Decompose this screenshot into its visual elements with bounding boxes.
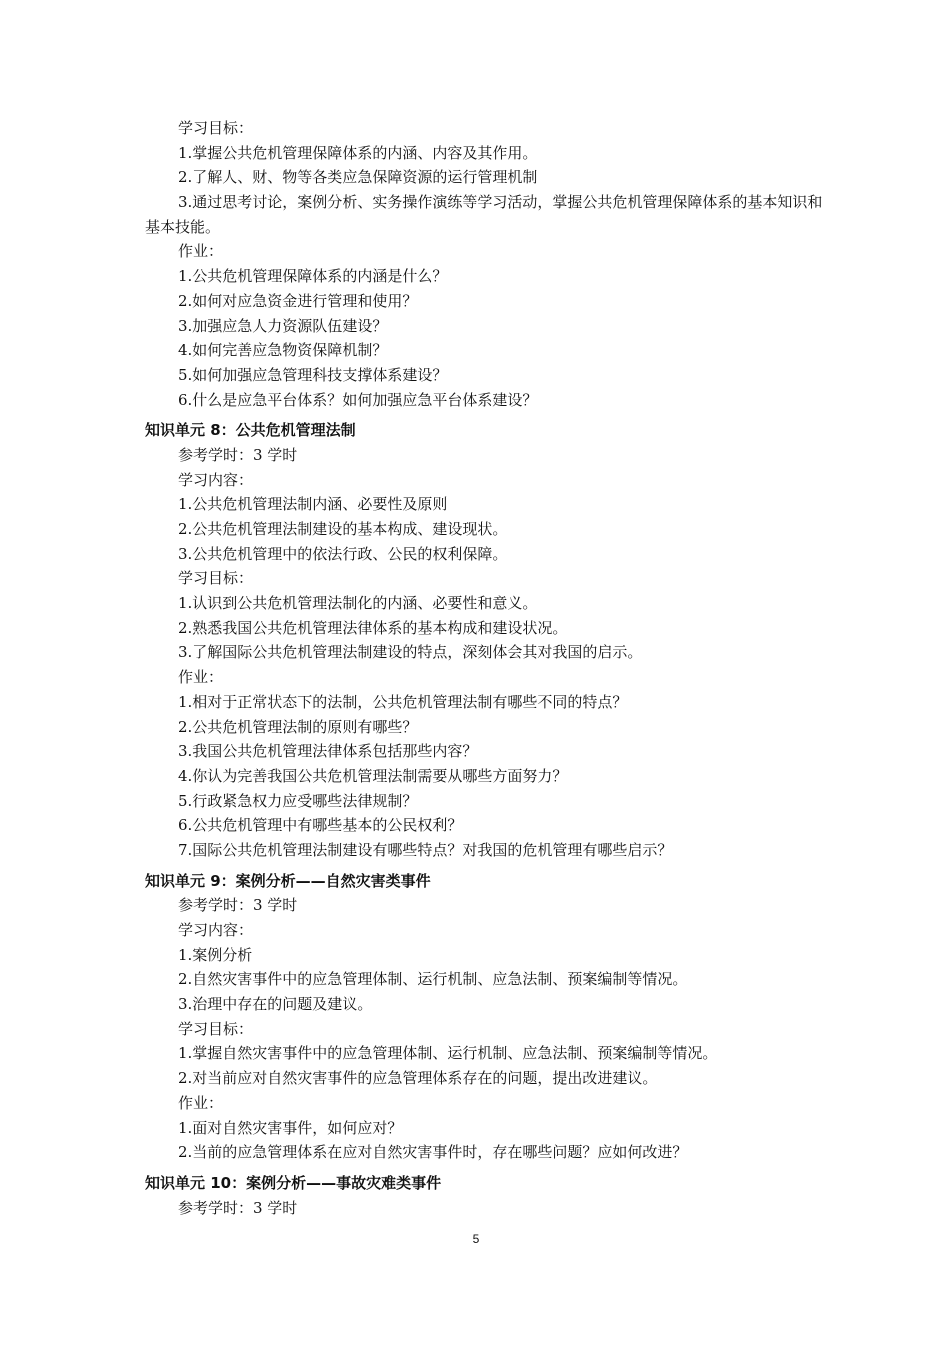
- objective-item: 2.熟悉我国公共危机管理法律体系的基本构成和建设状况。: [178, 618, 568, 637]
- objectives-label: 学习目标：: [178, 569, 254, 588]
- homework-item: 3.加强应急人力资源队伍建设？: [178, 316, 388, 335]
- reference-hours: 参考学时：3 学时: [178, 896, 298, 915]
- content-item: 1.案例分析: [178, 945, 253, 964]
- objective-item: 1.掌握自然灾害事件中的应急管理体制、运行机制、应急法制、预案编制等情况。: [178, 1044, 718, 1063]
- objectives-label: 学习目标：: [178, 1019, 254, 1038]
- unit-heading: 知识单元 9：案例分析——自然灾害类事件: [145, 871, 431, 890]
- homework-label: 作业：: [178, 242, 224, 261]
- content-item: 2.公共危机管理法制建设的基本构成、建设现状。: [178, 520, 508, 539]
- homework-item: 5.如何加强应急管理科技支撑体系建设？: [178, 365, 448, 384]
- homework-item: 1.相对于正常状态下的法制，公共危机管理法制有哪些不同的特点？: [178, 692, 628, 711]
- objective-item: 2.对当前应对自然灾害事件的应急管理体系存在的问题，提出改进建议。: [178, 1069, 658, 1088]
- homework-item: 7.国际公共危机管理法制建设有哪些特点？对我国的危机管理有哪些启示？: [178, 840, 673, 859]
- unit-heading: 知识单元 10：案例分析——事故灾难类事件: [145, 1173, 442, 1192]
- reference-hours: 参考学时：3 学时: [178, 1198, 298, 1217]
- homework-label: 作业：: [178, 1093, 224, 1112]
- page-content: [145, 116, 825, 1220]
- objective-item: 1.认识到公共危机管理法制化的内涵、必要性和意义。: [178, 594, 538, 613]
- objective-item: 3.了解国际公共危机管理法制建设的特点，深刻体会其对我国的启示。: [178, 643, 643, 662]
- objective-item: 3.通过思考讨论，案例分析、实务操作演练等学习活动，掌握公共危机管理保障体系的基本知识和基本技能。: [145, 193, 823, 236]
- homework-item: 2.当前的应急管理体系在应对自然灾害事件时，存在哪些问题？应如何改进？: [178, 1143, 688, 1162]
- homework-item: 1.面对自然灾害事件，如何应对？: [178, 1118, 403, 1137]
- reference-hours: 参考学时：3 学时: [178, 445, 298, 464]
- homework-item: 4.你认为完善我国公共危机管理法制需要从哪些方面努力？: [178, 766, 568, 785]
- homework-item: 6.什么是应急平台体系？如何加强应急平台体系建设？: [178, 390, 538, 409]
- homework-item: 3.我国公共危机管理法律体系包括那些内容？: [178, 742, 478, 761]
- content-item: 3.公共危机管理中的依法行政、公民的权利保障。: [178, 544, 508, 563]
- content-item: 2.自然灾害事件中的应急管理体制、运行机制、应急法制、预案编制等情况。: [178, 970, 688, 989]
- homework-item: 4.如何完善应急物资保障机制？: [178, 341, 388, 360]
- homework-item: 1.公共危机管理保障体系的内涵是什么？: [178, 267, 448, 286]
- content-label: 学习内容：: [178, 921, 254, 940]
- content-item: 1.公共危机管理法制内涵、必要性及原则: [178, 495, 448, 514]
- page-number: 5: [472, 1232, 480, 1246]
- objective-item: 1.掌握公共危机管理保障体系的内涵、内容及其作用。: [178, 143, 538, 162]
- homework-item: 5.行政紧急权力应受哪些法律规制？: [178, 791, 418, 810]
- homework-label: 作业：: [178, 668, 224, 687]
- content-label: 学习内容：: [178, 470, 254, 489]
- content-item: 3.治理中存在的问题及建议。: [178, 995, 373, 1014]
- homework-item: 2.公共危机管理法制的原则有哪些？: [178, 717, 418, 736]
- objectives-label: 学习目标：: [178, 119, 254, 137]
- homework-item: 2.如何对应急资金进行管理和使用？: [178, 291, 418, 310]
- unit-heading: 知识单元 8：公共危机管理法制: [145, 421, 356, 440]
- objective-item: 2.了解人、财、物等各类应急保障资源的运行管理机制: [178, 168, 538, 187]
- homework-item: 6.公共危机管理中有哪些基本的公民权利？: [178, 816, 463, 835]
